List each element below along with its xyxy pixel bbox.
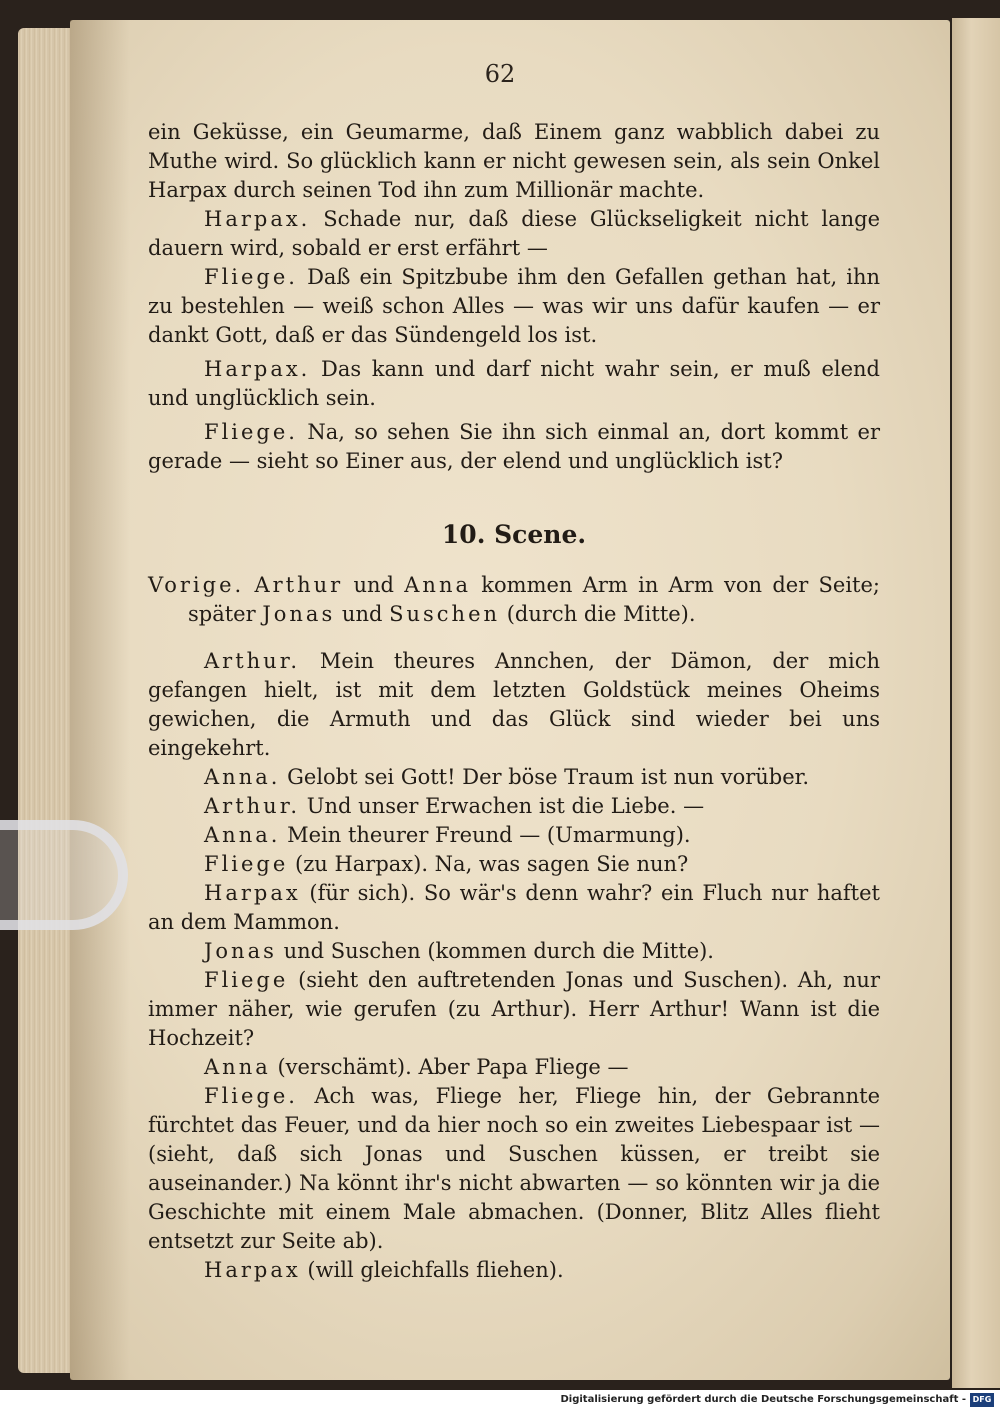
speech: Mein theures Annchen, der Dämon, der mich gefangen hielt, ist mit dem letzten Goldstück meines Oheims gewichen, die Armuth und das Glück sind wieder bei uns eingekehrt. (148, 649, 880, 760)
character-name: Suschen (389, 602, 501, 626)
speaker: Harpax (204, 1258, 301, 1282)
stage-direction (148, 571, 880, 629)
speaker: Fliege. (204, 265, 298, 289)
dialogue-line (148, 879, 880, 937)
dialogue-fliege-1 (148, 263, 880, 350)
dialogue-fliege-2 (148, 418, 880, 476)
right-page-edge (952, 18, 1000, 1388)
dialogue-harpax-1 (148, 205, 880, 263)
dialogue-line (148, 966, 880, 1053)
speech: und Suschen (kommen durch die Mitte). (283, 939, 714, 963)
dialogue-harpax-2 (148, 355, 880, 413)
scene-heading: 10. Scene. (441, 520, 587, 549)
dialogue-line (148, 1053, 880, 1082)
stage-text: (durch die Mitte). (506, 602, 696, 626)
dialogue-line (148, 763, 880, 792)
speech: Mein theurer Freund — (Umarmung). (287, 823, 691, 847)
dialogue-line (148, 850, 880, 879)
stage-text: und (341, 602, 383, 626)
speaker: Fliege (204, 852, 289, 876)
stage-lead: Vorige. (148, 573, 245, 597)
speech: Das kann und darf nicht wahr sein, er muß elend und unglücklich sein. (148, 357, 880, 410)
speech: (sieht den auftretenden Jonas und Suschen). Ah, nur immer näher, wie gerufen (zu Arthur). Herr Arthur! Wann ist die Hochzeit? (148, 968, 880, 1050)
page-text (148, 118, 880, 1285)
speaker: Harpax. (204, 207, 311, 231)
character-name: Jonas (262, 602, 336, 626)
speaker: Jonas (204, 939, 277, 963)
dialogue-line (148, 792, 880, 821)
speaker: Anna. (204, 765, 281, 789)
paragraph-continuation: ein Geküsse, ein Geumarme, daß Einem ganz wabblich dabei zu Muthe wird. So glücklich kann er nicht gewesen sein, als sein Onkel Harpax durch seinen Tod ihn zum Millionär machte. (148, 120, 880, 202)
dfg-logo: DFG (970, 1393, 994, 1407)
footer-credit: Digitalisierung gefördert durch die Deutsche Forschungsgemeinschaft - (560, 1394, 966, 1405)
character-name: Anna (404, 573, 472, 597)
speech: (will gleichfalls fliehen). (307, 1258, 564, 1282)
speaker: Fliege. (204, 420, 298, 444)
speaker: Harpax (204, 881, 301, 905)
speech: (verschämt). Aber Papa Fliege — (277, 1055, 629, 1079)
dialogue-line (148, 1082, 880, 1256)
speaker: Harpax. (204, 357, 311, 381)
gutter-shadow (70, 20, 130, 1380)
dialogue-line (148, 1256, 880, 1285)
speaker: Fliege (204, 968, 289, 992)
speaker: Arthur. (204, 649, 301, 673)
dialogue-line (148, 937, 880, 966)
speech: Gelobt sei Gott! Der böse Traum ist nun vorüber. (287, 765, 810, 789)
speech: Daß ein Spitzbube ihm den Gefallen gethan hat, ihn zu bestehlen — weiß schon Alles — was wir uns dafür kaufen — er dankt Gott, daß er das Sündengeld los ist. (148, 265, 880, 347)
dialogue-line (148, 821, 880, 850)
dialogue-line (148, 647, 880, 763)
footer-bar (0, 1390, 1000, 1411)
speaker: Anna (204, 1055, 271, 1079)
speech: (zu Harpax). Na, was sagen Sie nun? (295, 852, 689, 876)
speaker: Fliege. (204, 1084, 298, 1108)
speech: Na, so sehen Sie ihn sich einmal an, dort kommt er gerade — sieht so Einer aus, der elend und unglücklich ist? (148, 420, 880, 473)
stage-text: kommen Arm in Arm von der Seite; später (188, 573, 880, 626)
stage-text: und (353, 573, 394, 597)
speaker: Arthur. (204, 794, 301, 818)
character-name: Arthur (254, 573, 344, 597)
speaker: Anna. (204, 823, 281, 847)
speech: Schade nur, daß diese Glückseligkeit nicht lange dauern wird, sobald er erst erfährt — (148, 207, 880, 260)
speech: Ach was, Fliege her, Fliege hin, der Gebrannte fürchtet das Feuer, und da hier noch so ein zweites Liebespaar ist — (sieht, daß sich Jonas und Suschen küssen, er treibt sie auseinander.) Na könnt ihr's nicht abwarten — so könnten wir ja die Geschichte mit einem Male abmachen. (Donner, Blitz Alles flieht entsetzt zur Seite ab). (148, 1084, 880, 1253)
bookmark-clip (0, 820, 128, 930)
speech: (für sich). So wär's denn wahr? ein Fluch nur haftet an dem Mammon. (148, 881, 880, 934)
page-number: 62 (484, 60, 516, 88)
speech: Und unser Erwachen ist die Liebe. — (306, 794, 705, 818)
